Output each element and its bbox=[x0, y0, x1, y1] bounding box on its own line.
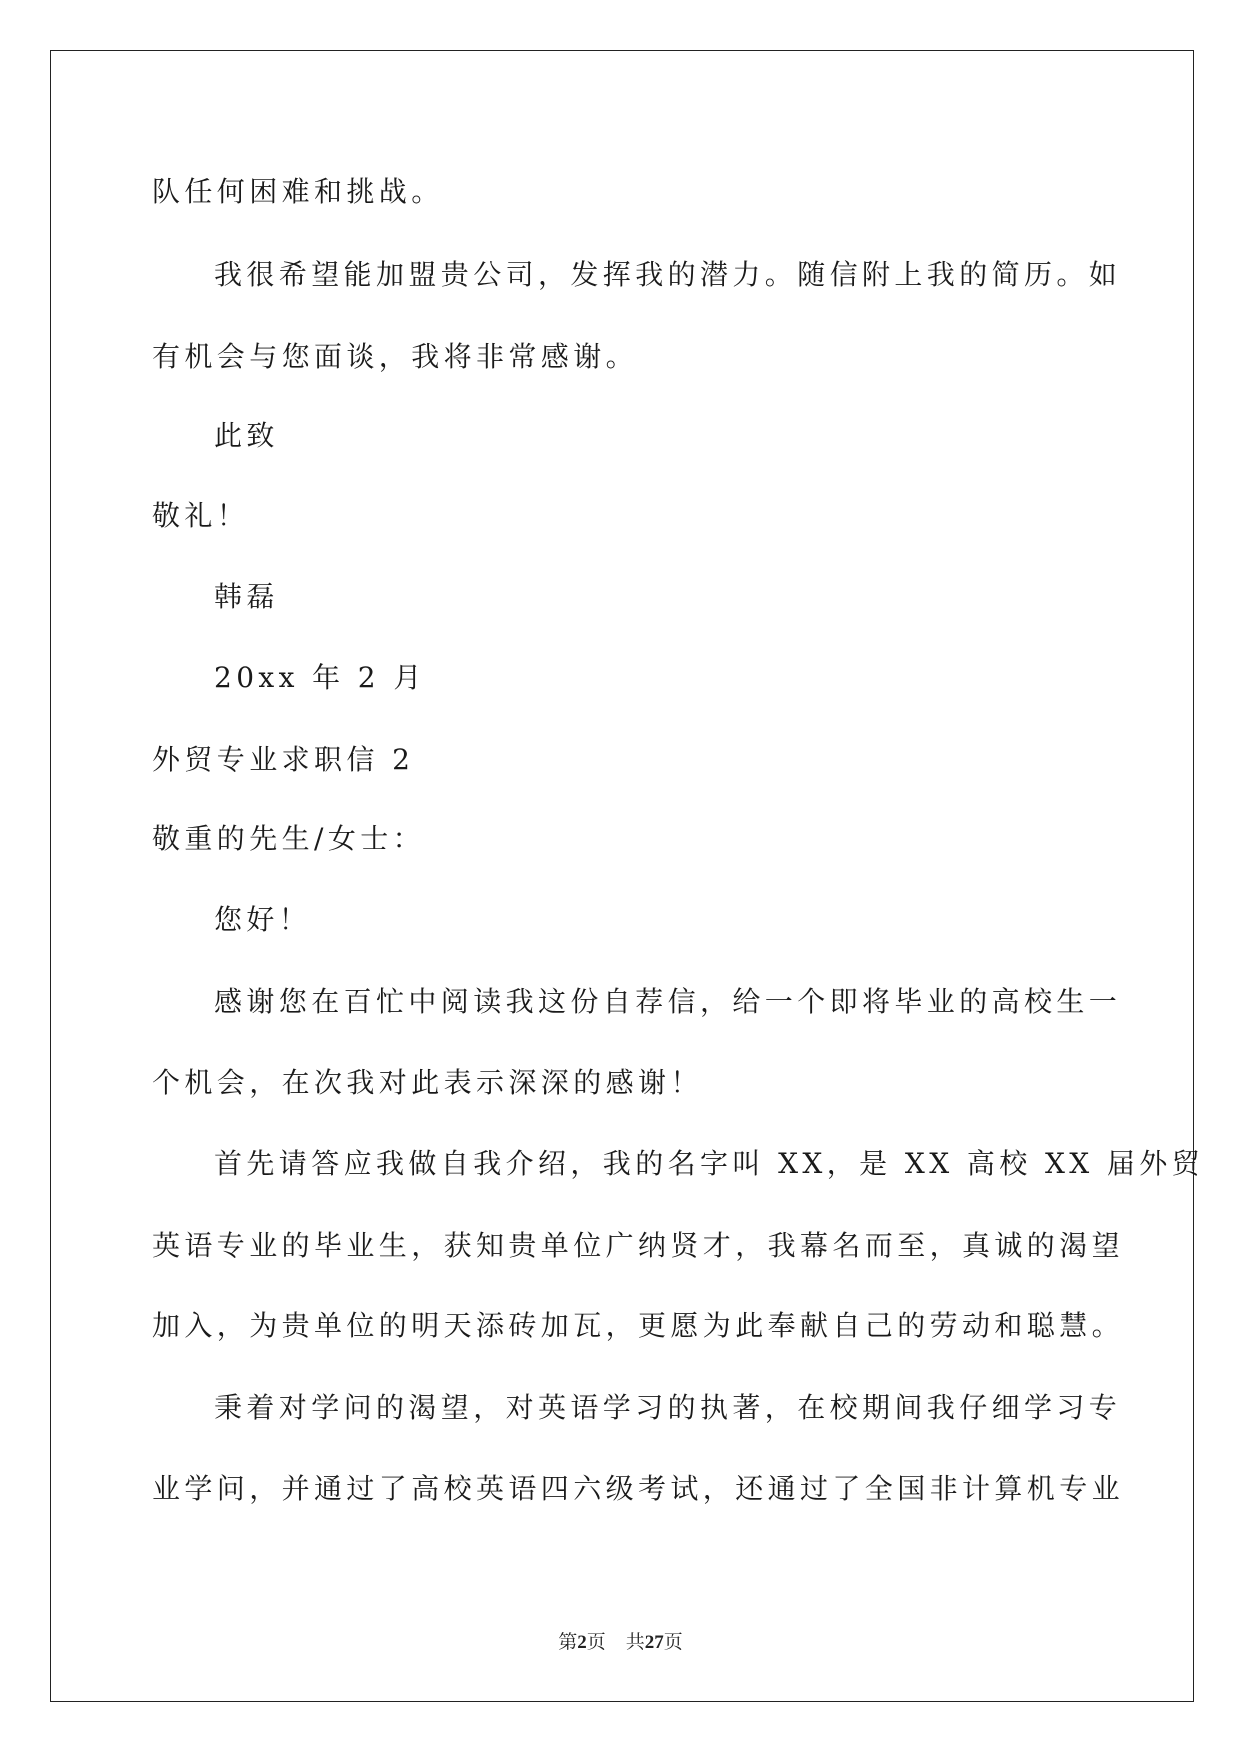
signature-name: 韩磊 bbox=[214, 580, 279, 613]
text-line: 队任何困难和挑战。 bbox=[152, 175, 444, 208]
text-line: 加入，为贵单位的明天添砖加瓦，更愿为此奉献自己的劳动和聪慧。 bbox=[152, 1309, 1125, 1342]
footer-total-prefix: 共 bbox=[625, 1632, 645, 1653]
text-line: 感谢您在百忙中阅读我这份自荐信，给一个即将毕业的高校生一 bbox=[214, 985, 1122, 1018]
total-pages: 27 bbox=[644, 1632, 664, 1653]
text-line: 业学问，并通过了高校英语四六级考试，还通过了全国非计算机专业 bbox=[152, 1472, 1125, 1505]
text-line: 我很希望能加盟贵公司，发挥我的潜力。随信附上我的简历。如 bbox=[214, 258, 1122, 291]
page-number: 2 bbox=[577, 1632, 587, 1653]
text-line: 秉着对学问的渴望，对英语学习的执著，在校期间我仔细学习专 bbox=[214, 1391, 1122, 1424]
date-line: 20xx 年 2 月 bbox=[214, 661, 426, 694]
text-line: 个机会，在次我对此表示深深的感谢！ bbox=[152, 1066, 703, 1099]
text-line: 敬礼！ bbox=[152, 499, 250, 532]
footer-page-suffix: 页 bbox=[586, 1632, 606, 1653]
text-line: 此致 bbox=[214, 419, 279, 452]
text-line: 英语专业的毕业生，获知贵单位广纳贤才，我幕名而至，真诚的渴望 bbox=[152, 1229, 1125, 1262]
footer-prefix: 第 bbox=[558, 1632, 578, 1653]
page-border bbox=[50, 50, 1194, 1702]
text-line: 首先请答应我做自我介绍，我的名字叫 XX，是 XX 高校 XX 届外贸 bbox=[214, 1147, 1205, 1180]
footer-total-suffix: 页 bbox=[663, 1632, 683, 1653]
greeting: 您好！ bbox=[214, 903, 312, 936]
text-line: 有机会与您面谈，我将非常感谢。 bbox=[152, 340, 639, 373]
page-footer bbox=[0, 1631, 1241, 1655]
section-title: 外贸专业求职信 2 bbox=[152, 743, 415, 776]
salutation: 敬重的先生/女士： bbox=[152, 822, 426, 855]
